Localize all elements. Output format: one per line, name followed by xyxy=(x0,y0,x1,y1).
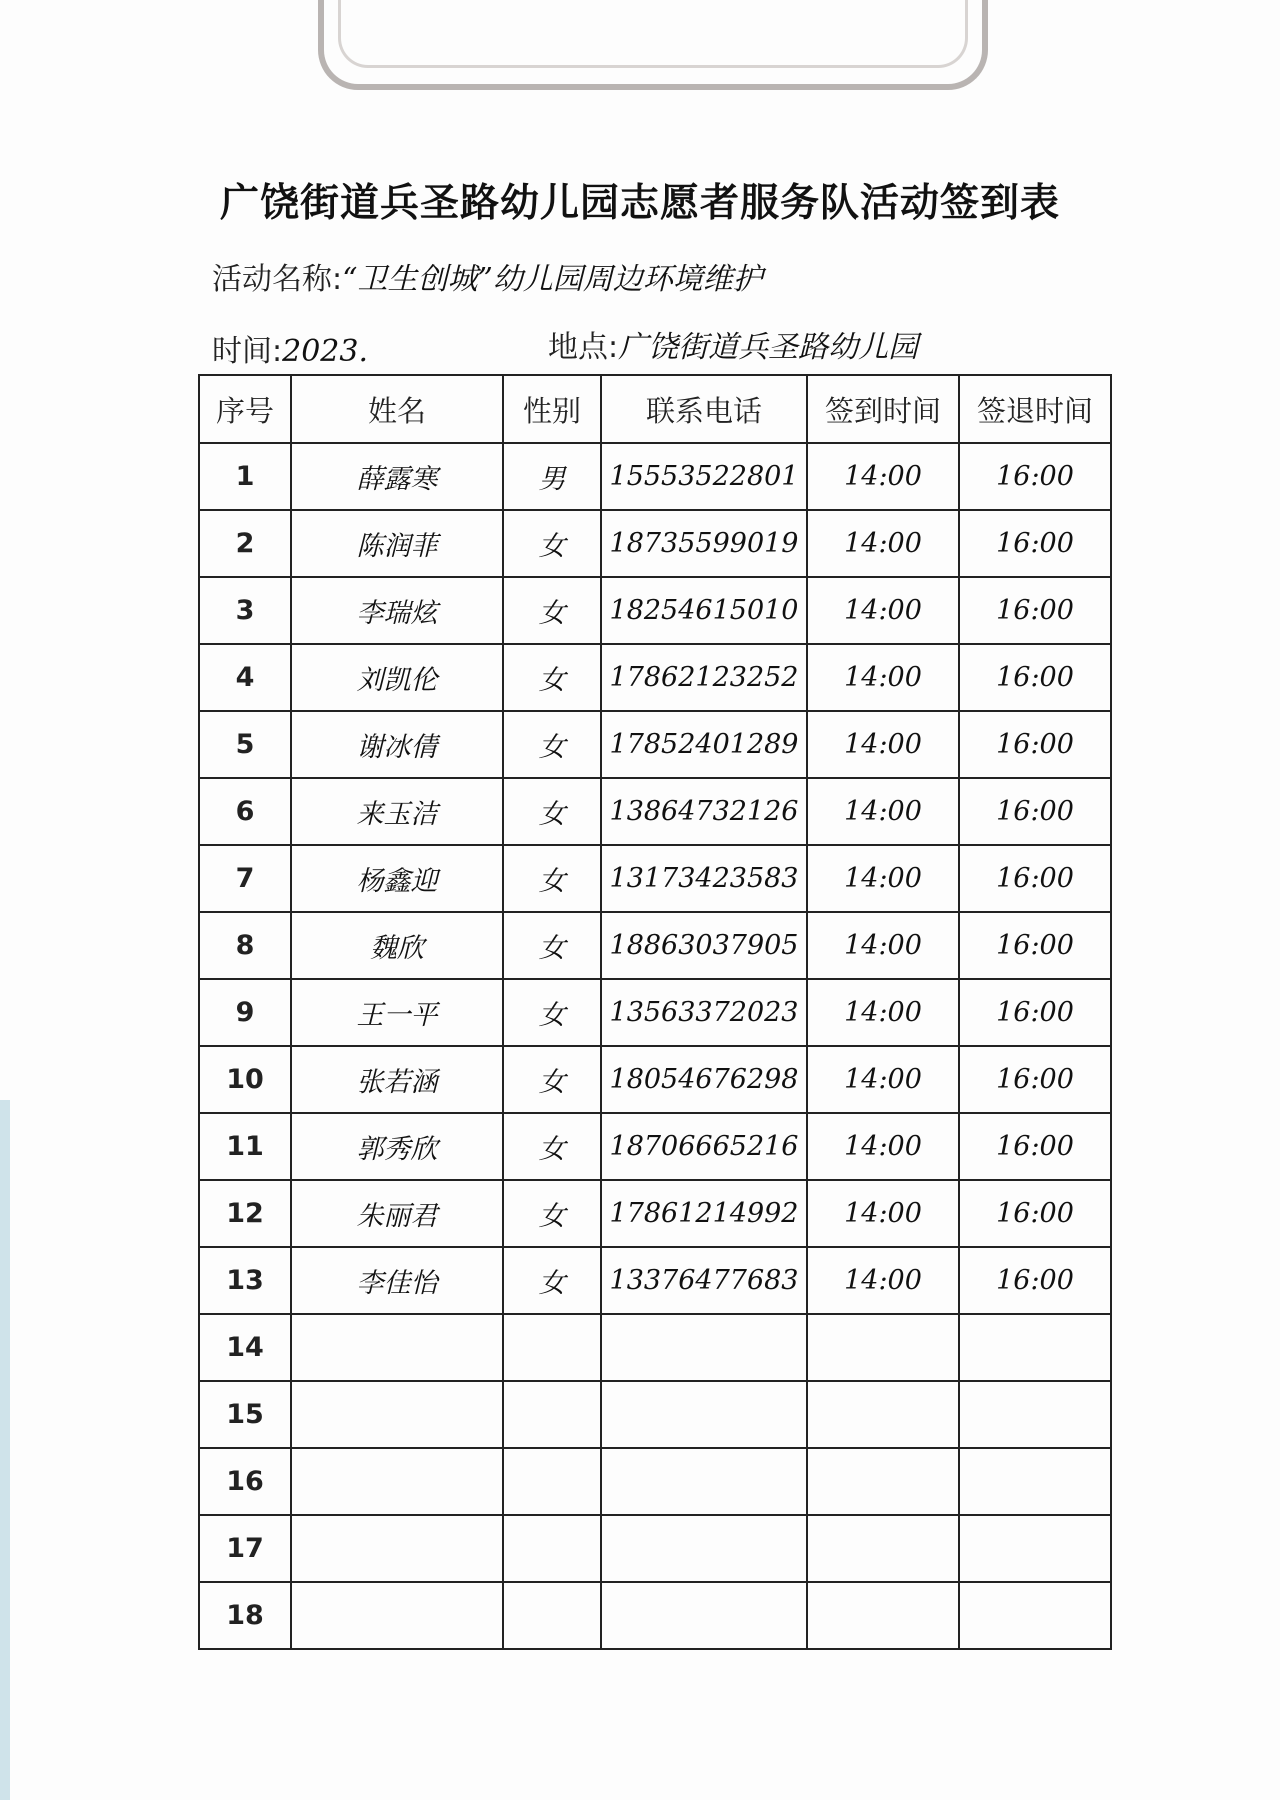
cell-phone: 13376477683 xyxy=(601,1247,807,1314)
cell-name: 李瑞炫 xyxy=(291,577,503,644)
cell-serial-number: 3 xyxy=(199,577,291,644)
cell-sign-in-time xyxy=(807,1448,959,1515)
cell-sign-in-time: 14:00 xyxy=(807,1180,959,1247)
cell-name: 来玉洁 xyxy=(291,778,503,845)
cell-sign-out-time: 16:00 xyxy=(959,845,1111,912)
table-row xyxy=(199,1180,1111,1247)
place-label: 地点: xyxy=(548,330,619,365)
cell-name: 郭秀欣 xyxy=(291,1113,503,1180)
cell-serial-number: 18 xyxy=(199,1582,291,1649)
cell-sign-out-time xyxy=(959,1314,1111,1381)
background-edge xyxy=(0,1100,10,1800)
activity-name-row xyxy=(212,254,763,298)
cell-sign-in-time: 14:00 xyxy=(807,443,959,510)
cell-serial-number: 12 xyxy=(199,1180,291,1247)
cell-sign-in-time xyxy=(807,1515,959,1582)
cell-name: 陈润菲 xyxy=(291,510,503,577)
header-serial-number: 序号 xyxy=(199,375,291,443)
cell-sign-out-time: 16:00 xyxy=(959,1046,1111,1113)
cell-sign-in-time: 14:00 xyxy=(807,1113,959,1180)
cell-phone: 17861214992 xyxy=(601,1180,807,1247)
cell-gender: 女 xyxy=(503,644,601,711)
cell-sign-out-time: 16:00 xyxy=(959,778,1111,845)
cell-serial-number: 10 xyxy=(199,1046,291,1113)
cell-name: 魏欣 xyxy=(291,912,503,979)
cell-phone xyxy=(601,1381,807,1448)
cell-sign-in-time: 14:00 xyxy=(807,711,959,778)
table-row xyxy=(199,577,1111,644)
cell-sign-out-time xyxy=(959,1448,1111,1515)
cell-name: 王一平 xyxy=(291,979,503,1046)
place-value: 广饶街道兵圣路幼儿园 xyxy=(618,330,919,365)
cell-sign-out-time: 16:00 xyxy=(959,1113,1111,1180)
cell-sign-in-time xyxy=(807,1381,959,1448)
cell-sign-in-time: 14:00 xyxy=(807,577,959,644)
cell-serial-number: 8 xyxy=(199,912,291,979)
cell-phone xyxy=(601,1448,807,1515)
cell-gender: 女 xyxy=(503,979,601,1046)
cell-sign-out-time: 16:00 xyxy=(959,912,1111,979)
form-title: 广饶街道兵圣路幼儿园志愿者服务队活动签到表 xyxy=(219,181,1060,226)
cell-serial-number: 16 xyxy=(199,1448,291,1515)
activity-name-label: 活动名称: xyxy=(212,262,343,297)
cell-sign-out-time: 16:00 xyxy=(959,1180,1111,1247)
cell-serial-number: 4 xyxy=(199,644,291,711)
cell-sign-in-time: 14:00 xyxy=(807,644,959,711)
time-value: 2023. xyxy=(282,334,368,369)
table-row xyxy=(199,778,1111,845)
table-row xyxy=(199,1113,1111,1180)
cell-gender: 女 xyxy=(503,1046,601,1113)
cell-phone: 13563372023 xyxy=(601,979,807,1046)
cell-gender: 女 xyxy=(503,1247,601,1314)
cell-phone: 17862123252 xyxy=(601,644,807,711)
cell-sign-in-time: 14:00 xyxy=(807,1046,959,1113)
table-row xyxy=(199,912,1111,979)
header-sign-out-time: 签退时间 xyxy=(959,375,1111,443)
cell-phone: 18054676298 xyxy=(601,1046,807,1113)
cell-sign-out-time: 16:00 xyxy=(959,577,1111,644)
cell-phone: 18254615010 xyxy=(601,577,807,644)
cell-sign-out-time: 16:00 xyxy=(959,644,1111,711)
cell-gender: 女 xyxy=(503,577,601,644)
cell-gender: 女 xyxy=(503,1113,601,1180)
cell-gender: 女 xyxy=(503,845,601,912)
table-row xyxy=(199,1247,1111,1314)
cell-gender xyxy=(503,1515,601,1582)
cell-phone xyxy=(601,1314,807,1381)
cell-phone: 13173423583 xyxy=(601,845,807,912)
cell-gender: 女 xyxy=(503,912,601,979)
cell-name xyxy=(291,1448,503,1515)
cell-sign-in-time xyxy=(807,1582,959,1649)
cell-name: 杨鑫迎 xyxy=(291,845,503,912)
cell-phone: 18735599019 xyxy=(601,510,807,577)
cell-sign-out-time: 16:00 xyxy=(959,1247,1111,1314)
place-row xyxy=(548,322,918,366)
cell-serial-number: 15 xyxy=(199,1381,291,1448)
header-gender: 性别 xyxy=(503,375,601,443)
table-row xyxy=(199,1046,1111,1113)
cell-gender xyxy=(503,1448,601,1515)
cell-sign-in-time xyxy=(807,1314,959,1381)
table-row xyxy=(199,845,1111,912)
cell-name xyxy=(291,1582,503,1649)
cell-name xyxy=(291,1381,503,1448)
cell-sign-in-time: 14:00 xyxy=(807,1247,959,1314)
cell-phone xyxy=(601,1582,807,1649)
cell-sign-out-time: 16:00 xyxy=(959,711,1111,778)
cell-serial-number: 6 xyxy=(199,778,291,845)
table-row xyxy=(199,1381,1111,1448)
cell-sign-out-time xyxy=(959,1515,1111,1582)
cell-gender: 女 xyxy=(503,711,601,778)
clipboard-clip-inner xyxy=(338,0,968,68)
cell-name: 刘凯伦 xyxy=(291,644,503,711)
header-sign-in-time: 签到时间 xyxy=(807,375,959,443)
cell-serial-number: 14 xyxy=(199,1314,291,1381)
cell-gender xyxy=(503,1381,601,1448)
cell-name: 李佳怡 xyxy=(291,1247,503,1314)
time-row xyxy=(212,326,368,370)
cell-serial-number: 9 xyxy=(199,979,291,1046)
cell-sign-out-time xyxy=(959,1582,1111,1649)
cell-serial-number: 17 xyxy=(199,1515,291,1582)
cell-gender xyxy=(503,1314,601,1381)
cell-sign-in-time: 14:00 xyxy=(807,912,959,979)
cell-sign-out-time xyxy=(959,1381,1111,1448)
cell-serial-number: 2 xyxy=(199,510,291,577)
cell-name xyxy=(291,1314,503,1381)
table-row xyxy=(199,1314,1111,1381)
cell-phone: 18706665216 xyxy=(601,1113,807,1180)
cell-phone xyxy=(601,1515,807,1582)
table-row xyxy=(199,1515,1111,1582)
cell-serial-number: 7 xyxy=(199,845,291,912)
cell-name: 朱丽君 xyxy=(291,1180,503,1247)
cell-gender: 女 xyxy=(503,1180,601,1247)
cell-serial-number: 11 xyxy=(199,1113,291,1180)
cell-name xyxy=(291,1515,503,1582)
cell-name: 薛露寒 xyxy=(291,443,503,510)
table-row xyxy=(199,510,1111,577)
cell-phone: 17852401289 xyxy=(601,711,807,778)
cell-phone: 15553522801 xyxy=(601,443,807,510)
cell-sign-in-time: 14:00 xyxy=(807,778,959,845)
cell-sign-out-time: 16:00 xyxy=(959,443,1111,510)
cell-serial-number: 13 xyxy=(199,1247,291,1314)
cell-gender: 女 xyxy=(503,778,601,845)
header-phone: 联系电话 xyxy=(601,375,807,443)
cell-gender xyxy=(503,1582,601,1649)
cell-gender: 女 xyxy=(503,510,601,577)
cell-name: 张若涵 xyxy=(291,1046,503,1113)
table-row xyxy=(199,979,1111,1046)
cell-gender: 男 xyxy=(503,443,601,510)
table-row xyxy=(199,1448,1111,1515)
cell-serial-number: 1 xyxy=(199,443,291,510)
cell-phone: 18863037905 xyxy=(601,912,807,979)
table-row xyxy=(199,644,1111,711)
header-name: 姓名 xyxy=(291,375,503,443)
cell-serial-number: 5 xyxy=(199,711,291,778)
attendance-table xyxy=(198,374,1112,1650)
cell-sign-in-time: 14:00 xyxy=(807,845,959,912)
cell-sign-in-time: 14:00 xyxy=(807,510,959,577)
activity-name-value: “卫生创城”幼儿园周边环境维护 xyxy=(342,262,763,297)
cell-sign-out-time: 16:00 xyxy=(959,510,1111,577)
cell-phone: 13864732126 xyxy=(601,778,807,845)
table-header-row xyxy=(199,375,1111,443)
table-row xyxy=(199,1582,1111,1649)
table-row xyxy=(199,443,1111,510)
cell-name: 谢冰倩 xyxy=(291,711,503,778)
cell-sign-out-time: 16:00 xyxy=(959,979,1111,1046)
table-row xyxy=(199,711,1111,778)
cell-sign-in-time: 14:00 xyxy=(807,979,959,1046)
time-label: 时间: xyxy=(212,334,283,369)
